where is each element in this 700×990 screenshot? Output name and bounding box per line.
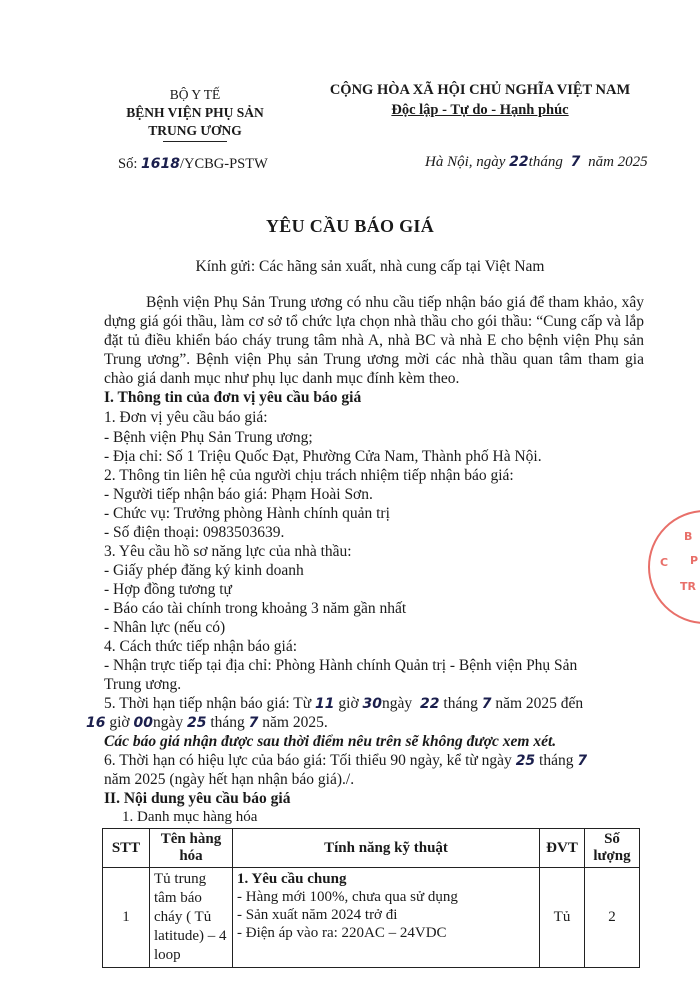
item4-line: Trung ương. — [104, 676, 182, 693]
stamp-letter: C — [660, 556, 669, 569]
deadline-warning: Các báo giá nhận được sau thời điểm nêu trên sẽ không được xem xét. — [104, 733, 557, 750]
item3-line: - Hợp đồng tương tự — [104, 581, 232, 598]
spec-line: - Sản xuất năm 2024 trở đi — [237, 907, 398, 923]
handwritten-minute-from: 30 — [362, 696, 383, 712]
item6-line1 — [104, 752, 587, 770]
table-header-row — [103, 829, 640, 868]
document-date — [425, 154, 648, 171]
item3-line: - Báo cáo tài chính trong khoảng 3 năm gần nhất — [104, 600, 407, 617]
item3-heading: 3. Yêu cầu hồ sơ năng lực của nhà thầu: — [104, 543, 352, 560]
handwritten-validity-day: 25 — [515, 753, 536, 769]
handwritten-minute-to: 00 — [133, 715, 153, 731]
recipient-line: Kính gửi: Các hãng sản xuất, nhà cung cấp tại Việt Nam — [195, 258, 545, 275]
ministry-name: BỘ Y TẾ — [169, 87, 221, 102]
item5-text: tháng — [206, 714, 249, 731]
cell-name: Tủ trung tâm báo cháy ( Tủ latitude) – 4 loop — [150, 868, 233, 968]
cell-stt: 1 — [103, 868, 150, 968]
item5-text: 5. Thời hạn tiếp nhận báo giá: Từ — [104, 695, 316, 712]
doc-number-handwritten: 1618 — [140, 156, 180, 172]
document-number — [118, 156, 268, 173]
handwritten-day-from: 22 — [420, 696, 440, 712]
national-header — [300, 80, 660, 120]
hospital-name-line2: TRUNG ƯƠNG — [148, 123, 242, 138]
col-name: Tên hàng hóa — [150, 829, 233, 868]
item2-line: - Số điện thoại: 0983503639. — [104, 524, 285, 541]
item3-line: - Nhân lực (nếu có) — [104, 619, 226, 636]
date-month: 7 — [570, 154, 581, 170]
cell-spec — [233, 868, 540, 968]
item1-line: - Bệnh viện Phụ Sản Trung ương; — [104, 429, 313, 446]
date-day: 22 — [509, 154, 529, 170]
cell-qty: 2 — [585, 868, 640, 968]
cell-unit: Tủ — [540, 868, 585, 968]
doc-number-suffix: /YCBG-PSTW — [179, 156, 268, 172]
item5-text: tháng — [439, 695, 482, 712]
spec-line: - Hàng mới 100%, chưa qua sử dụng — [237, 889, 458, 905]
item6-text: tháng — [535, 752, 578, 769]
item4-line: - Nhận trực tiếp tại địa chỉ: Phòng Hành chính Quản trị - Bệnh viện Phụ Sản — [104, 657, 578, 674]
item6-text: 6. Thời hạn có hiệu lực của báo giá: Tối thiểu 90 ngày, kể từ ngày — [104, 752, 516, 769]
handwritten-month-from: 7 — [481, 696, 492, 712]
col-stt: STT — [103, 829, 150, 868]
handwritten-hour-from: 11 — [315, 696, 335, 712]
stamp-letter: P — [690, 554, 699, 567]
item2-line: - Người tiếp nhận báo giá: Phạm Hoài Sơn. — [104, 486, 373, 503]
item1-line: - Địa chỉ: Số 1 Triệu Quốc Đạt, Phường Cửa Nam, Thành phố Hà Nội. — [104, 448, 542, 465]
document-title: YÊU CẦU BÁO GIÁ — [265, 216, 434, 236]
item2-heading: 2. Thông tin liên hệ của người chịu trách nhiệm tiếp nhận báo giá: — [104, 467, 514, 484]
date-suffix: năm 2025 — [584, 154, 648, 170]
section1-heading: I. Thông tin của đơn vị yêu cầu báo giá — [104, 389, 362, 406]
item5-text: giờ — [334, 695, 363, 712]
nation-name: CỘNG HÒA XÃ HỘI CHỦ NGHĨA VIỆT NAM — [329, 82, 631, 98]
col-spec: Tính năng kỹ thuật — [233, 829, 540, 868]
national-motto: Độc lập - Tự do - Hạnh phúc — [391, 102, 569, 118]
section2-heading: II. Nội dung yêu cầu báo giá — [104, 790, 291, 807]
handwritten-day-to: 25 — [187, 715, 207, 731]
intro-paragraph: Bệnh viện Phụ Sản Trung ương có nhu cầu tiếp nhận báo giá để tham khảo, xây dựng giá gói thầu, làm cơ sở tổ chức lựa chọn nhà thầu cho gói thầu: “Cung cấp và lắp đặt tủ điều khiển báo cháy trung tâm nhà A, nhà BC và nhà E cho bệnh viện Phụ sản Trung ương”. Bệnh viện Phụ sản Trung ương mời các nhà thầu quan tâm tham gia chào giá danh mục như phụ lục danh mục đính kèm theo. — [104, 294, 644, 387]
item6-line2: năm 2025 (ngày hết hạn nhận báo giá)./. — [104, 771, 355, 788]
doc-number-prefix: Số: — [118, 156, 141, 172]
hospital-name-line1: BỆNH VIỆN PHỤ SẢN — [126, 105, 264, 120]
spec-line: - Điện áp vào ra: 220AC – 24VDC — [237, 925, 447, 941]
stamp-letter: TR — [680, 580, 696, 593]
item5-text: ngày — [382, 695, 417, 712]
spec-heading: 1. Yêu cầu chung — [237, 871, 347, 887]
table-row — [103, 868, 640, 968]
official-stamp — [648, 510, 700, 624]
handwritten-validity-month: 7 — [577, 753, 588, 769]
item5-text: năm 2025. — [258, 714, 328, 731]
item5-text: giờ — [105, 714, 134, 731]
item5-text: năm 2025 đến — [491, 695, 584, 712]
issuer-divider — [163, 141, 227, 142]
goods-table — [102, 828, 640, 968]
item2-line: - Chức vụ: Trưởng phòng Hành chính quản trị — [104, 505, 390, 522]
item4-heading: 4. Cách thức tiếp nhận báo giá: — [104, 638, 298, 655]
date-mid: tháng — [528, 154, 567, 170]
col-unit: ĐVT — [540, 829, 585, 868]
date-prefix: Hà Nội, ngày — [425, 154, 510, 170]
item3-line: - Giấy phép đăng ký kinh doanh — [104, 562, 304, 579]
spec-list — [237, 888, 535, 942]
handwritten-month-to: 7 — [248, 715, 259, 731]
item5-line1 — [104, 695, 583, 713]
col-qty: Số lượng — [585, 829, 640, 868]
item5-text: ngày — [152, 714, 187, 731]
issuer-block — [100, 86, 290, 142]
item1-heading: 1. Đơn vị yêu cầu báo giá: — [104, 409, 268, 426]
section2-sub1: 1. Danh mục hàng hóa — [122, 809, 258, 825]
stamp-letter: B — [684, 530, 693, 543]
item5-line2 — [86, 714, 328, 732]
handwritten-hour-to: 16 — [86, 715, 106, 731]
